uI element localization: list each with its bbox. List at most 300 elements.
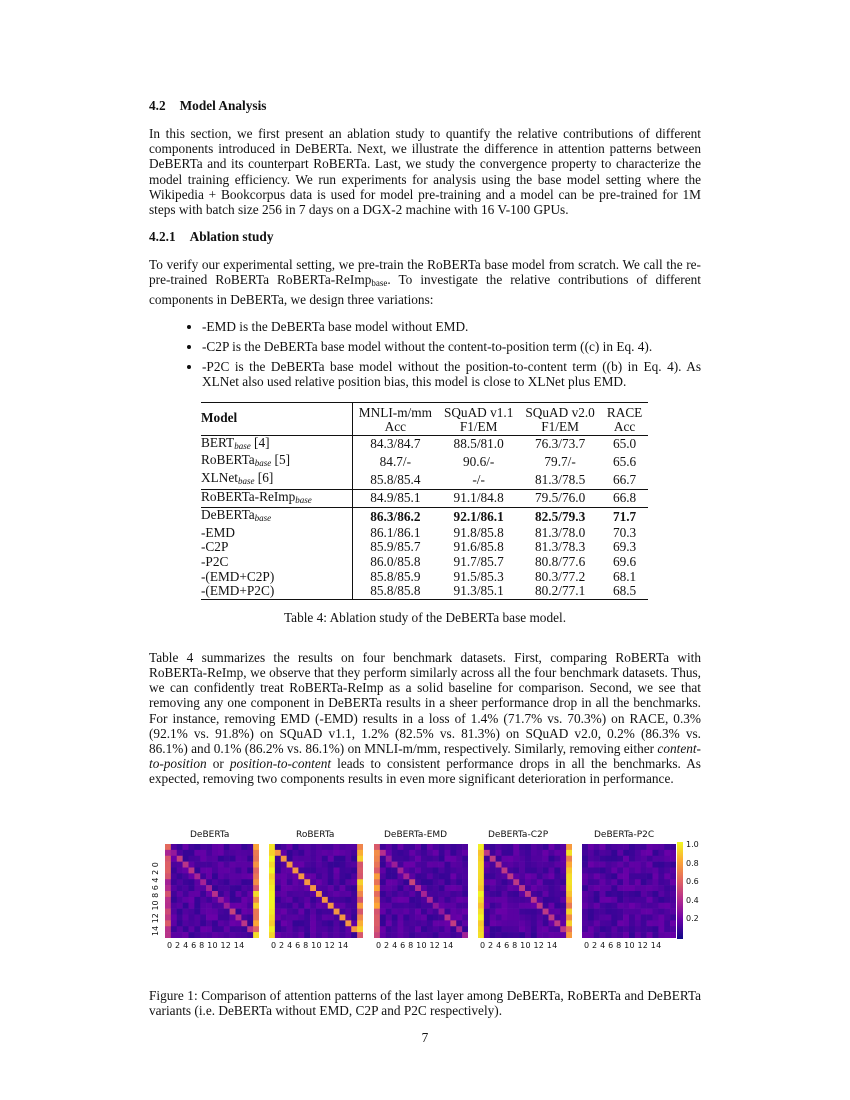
heatmap-cell <box>588 909 594 915</box>
heatmap-cell <box>218 862 224 868</box>
heatmap-cell <box>334 891 340 897</box>
heatmap-cell <box>462 856 468 862</box>
heatmap-cell <box>334 873 340 879</box>
heatmap-cell <box>507 909 513 915</box>
heatmap-cell <box>269 932 275 938</box>
heatmap-cell <box>456 844 462 850</box>
heatmap-cell <box>298 873 304 879</box>
heatmap-cell <box>224 926 230 932</box>
table-header-col: RACE <box>601 402 648 420</box>
heatmap-cell <box>600 862 606 868</box>
heatmap-cell <box>490 868 496 874</box>
heatmap-cell <box>507 868 513 874</box>
heatmap-cell <box>502 850 508 856</box>
heatmap-cell <box>212 868 218 874</box>
heatmap-cell <box>513 920 519 926</box>
heatmap-cell <box>496 926 502 932</box>
heatmap-cell <box>490 885 496 891</box>
heatmap-cell <box>386 903 392 909</box>
heatmap-cell <box>293 915 299 921</box>
heatmap-cell <box>340 844 346 850</box>
model-name: BERT <box>201 434 235 450</box>
heatmap-cell <box>484 862 490 868</box>
heatmap-cell <box>456 915 462 921</box>
table-cell: 91.6/85.8 <box>453 539 504 555</box>
heatmap-cell <box>165 873 171 879</box>
heatmap-cell <box>600 897 606 903</box>
heatmap-cell <box>194 891 200 897</box>
heatmap-cell <box>328 926 334 932</box>
heatmap-cell <box>600 885 606 891</box>
heatmap-cell <box>253 868 259 874</box>
heatmap-cell <box>200 909 206 915</box>
heatmap-cell <box>519 897 525 903</box>
heatmap-cell <box>594 868 600 874</box>
heatmap-cell <box>456 885 462 891</box>
heatmap-cell <box>566 903 572 909</box>
heatmap-cell <box>415 844 421 850</box>
heatmap-cell <box>566 926 572 932</box>
heatmap-cell <box>386 915 392 921</box>
heatmap-cell <box>617 844 623 850</box>
heatmap-cell <box>287 926 293 932</box>
heatmap-cell <box>496 856 502 862</box>
heatmap-cell <box>322 920 328 926</box>
heatmap-cell <box>439 844 445 850</box>
heatmap-cell <box>566 920 572 926</box>
heatmap-cell <box>531 868 537 874</box>
heatmap-cell <box>525 920 531 926</box>
heatmap-cell <box>247 844 253 850</box>
heatmap-cell <box>287 885 293 891</box>
heatmap-cell <box>507 885 513 891</box>
heatmap-cell <box>513 879 519 885</box>
heatmap-cell <box>531 879 537 885</box>
heatmap-cell <box>549 909 555 915</box>
page-content <box>149 98 701 799</box>
heatmap-cell <box>566 873 572 879</box>
heatmap-cell <box>328 844 334 850</box>
heatmap-cell <box>310 885 316 891</box>
heatmap-cell <box>606 850 612 856</box>
heatmap-cell <box>507 891 513 897</box>
heatmap-cell <box>525 856 531 862</box>
heatmap-cell <box>298 856 304 862</box>
heatmap-cell <box>582 850 588 856</box>
heatmap-cell <box>403 850 409 856</box>
heatmap-cell <box>403 868 409 874</box>
heatmap-cell <box>392 844 398 850</box>
heatmap-cell <box>537 868 543 874</box>
paragraph-results-or: or <box>206 756 230 772</box>
heatmap-cell <box>275 915 281 921</box>
heatmap-cell <box>456 891 462 897</box>
heatmap-cell <box>478 932 484 938</box>
heatmap-cell <box>664 920 670 926</box>
heatmap-cell <box>380 856 386 862</box>
heatmap-cell <box>588 920 594 926</box>
heatmap-cell <box>386 879 392 885</box>
heatmap-cell <box>386 862 392 868</box>
heatmap-cell <box>664 844 670 850</box>
heatmap-cell <box>543 856 549 862</box>
heatmap-cell <box>275 873 281 879</box>
heatmap-cell <box>392 891 398 897</box>
heatmap-cell <box>478 856 484 862</box>
heatmap-cell <box>374 897 380 903</box>
heatmap-cell <box>582 885 588 891</box>
heatmap-cell <box>241 891 247 897</box>
heatmap-cell <box>611 926 617 932</box>
heatmap-cell <box>582 868 588 874</box>
heatmap-cell <box>334 844 340 850</box>
heatmap-cell <box>606 909 612 915</box>
heatmap-cell <box>427 885 433 891</box>
heatmap-cell <box>507 873 513 879</box>
heatmap-cell <box>298 932 304 938</box>
heatmap-cell <box>392 926 398 932</box>
heatmap-cell <box>189 903 195 909</box>
heatmap-cell <box>345 873 351 879</box>
heatmap-cell <box>236 897 242 903</box>
heatmap-cell <box>439 856 445 862</box>
heatmap-cell <box>594 850 600 856</box>
heatmap-cell <box>653 926 659 932</box>
heatmap-cell <box>275 932 281 938</box>
heatmap-cell <box>566 932 572 938</box>
heatmap-cell <box>171 897 177 903</box>
heatmap-cell <box>537 915 543 921</box>
heatmap-cell <box>566 862 572 868</box>
heatmap-cell <box>224 897 230 903</box>
heatmap-cell <box>334 915 340 921</box>
heatmap-cell <box>304 891 310 897</box>
heatmap-cell <box>623 850 629 856</box>
heatmap-cell <box>281 862 287 868</box>
heatmap-cell <box>322 885 328 891</box>
heatmap-cell <box>345 915 351 921</box>
heatmap-cell <box>287 844 293 850</box>
heatmap-cell <box>484 903 490 909</box>
heatmap-cell <box>275 897 281 903</box>
heatmap-cell <box>340 879 346 885</box>
heatmap-cell <box>415 920 421 926</box>
heatmap-cell <box>269 844 275 850</box>
heatmap-cell <box>462 915 468 921</box>
heatmap-cell <box>218 885 224 891</box>
heatmap-cell <box>230 873 236 879</box>
heatmap-cell <box>606 873 612 879</box>
heatmap-cell <box>269 868 275 874</box>
heatmap-cell <box>340 873 346 879</box>
heatmap-cell <box>427 844 433 850</box>
table-cell: 70.3 <box>612 524 637 540</box>
subscript-base: base <box>371 278 388 289</box>
heatmap-cell <box>670 909 676 915</box>
heatmap-cell <box>206 862 212 868</box>
heatmap-cell <box>340 868 346 874</box>
heatmap-cell <box>236 879 242 885</box>
heatmap-cell <box>345 926 351 932</box>
heatmap-cell <box>647 915 653 921</box>
heatmap-cell <box>171 868 177 874</box>
heatmap-cell <box>253 903 259 909</box>
table-cell-model <box>201 489 352 508</box>
table-cell: 84.3/84.7 <box>352 435 438 453</box>
heatmap-cell <box>623 903 629 909</box>
heatmap-cell <box>670 862 676 868</box>
heatmap-cell <box>531 903 537 909</box>
heatmap-cell <box>310 932 316 938</box>
heatmap-cell <box>392 920 398 926</box>
heatmap-cell <box>218 915 224 921</box>
heatmap-cell <box>664 850 670 856</box>
heatmap-cell <box>543 926 549 932</box>
heatmap-cell <box>374 879 380 885</box>
heatmap-cell <box>206 909 212 915</box>
heatmap-cell <box>409 915 415 921</box>
table-cell: 88.5/81.0 <box>438 435 519 453</box>
heatmap-cell <box>658 891 664 897</box>
heatmap-cell <box>340 862 346 868</box>
table-row <box>201 570 648 585</box>
heatmap-cell <box>606 897 612 903</box>
table-cell: 68.1 <box>612 568 637 584</box>
heatmap-cell <box>670 926 676 932</box>
heatmap-cell <box>507 862 513 868</box>
heatmap-cell <box>549 915 555 921</box>
heatmap-cell <box>543 850 549 856</box>
heatmap-cell <box>409 932 415 938</box>
heatmap-cell <box>183 909 189 915</box>
heatmap-cell <box>617 909 623 915</box>
heatmap-cell <box>380 850 386 856</box>
heatmap-cell <box>269 885 275 891</box>
heatmap-cell <box>531 926 537 932</box>
heatmap-cell <box>531 844 537 850</box>
heatmap-cell <box>629 885 635 891</box>
heatmap-cell <box>194 862 200 868</box>
heatmap-cell <box>293 873 299 879</box>
heatmap-cell <box>537 926 543 932</box>
heatmap-cell <box>253 909 259 915</box>
heatmap-cell <box>543 897 549 903</box>
heatmap-cell <box>450 868 456 874</box>
heatmap-cell <box>316 873 322 879</box>
heatmap-cell <box>334 856 340 862</box>
heatmap-cell <box>543 909 549 915</box>
heatmap-cell <box>409 856 415 862</box>
heatmap-cell <box>513 850 519 856</box>
heatmap-cell <box>409 862 415 868</box>
heatmap-cell <box>456 932 462 938</box>
heatmap-cell <box>484 897 490 903</box>
heatmap-cell <box>357 873 363 879</box>
heatmap-cell <box>519 932 525 938</box>
heatmap-cell <box>206 920 212 926</box>
model-subscript: base <box>295 494 312 505</box>
heatmap-cell <box>224 868 230 874</box>
heatmap-cell <box>298 862 304 868</box>
heatmap-cell <box>670 856 676 862</box>
heatmap-cell <box>212 920 218 926</box>
heatmap-cell <box>450 920 456 926</box>
heatmap-cell <box>525 903 531 909</box>
table-caption: Table 4: Ablation study of the DeBERTa base model. <box>283 609 567 625</box>
table-cell: 68.5 <box>601 584 648 599</box>
heatmap-cell <box>496 909 502 915</box>
table-header-metric: Acc <box>384 419 407 435</box>
heatmap-cell <box>298 885 304 891</box>
heatmap-cell <box>537 879 543 885</box>
heatmap-cell <box>647 920 653 926</box>
heatmap-cell <box>177 897 183 903</box>
heatmap-cell <box>171 891 177 897</box>
heatmap-cell <box>165 879 171 885</box>
heatmap-cell <box>224 856 230 862</box>
heatmap-cell <box>316 862 322 868</box>
heatmap-cell <box>456 903 462 909</box>
heatmap-cell <box>653 873 659 879</box>
heatmap-cell <box>374 926 380 932</box>
heatmap-cell <box>253 915 259 921</box>
heatmap-cell <box>525 909 531 915</box>
heatmap-cell <box>340 897 346 903</box>
heatmap-cell <box>194 868 200 874</box>
table-cell-model <box>201 508 352 526</box>
heatmap-cell <box>611 844 617 850</box>
heatmap-cell <box>594 915 600 921</box>
table-body <box>201 435 648 599</box>
heatmap-cell <box>351 868 357 874</box>
heatmap-cell <box>218 873 224 879</box>
heatmap-cell <box>230 844 236 850</box>
heatmap-cell <box>554 850 560 856</box>
heatmap-cell <box>427 932 433 938</box>
heatmap-cell <box>427 897 433 903</box>
heatmap-cell <box>427 909 433 915</box>
heatmap-cell <box>658 844 664 850</box>
table-cell: 80.8/77.6 <box>535 553 586 569</box>
table-cell: 84.9/85.1 <box>352 489 438 508</box>
heatmap-cell <box>253 932 259 938</box>
heatmap-cell <box>502 920 508 926</box>
heatmap-cell <box>334 932 340 938</box>
heatmap-cell <box>450 897 456 903</box>
heatmap-cell <box>206 897 212 903</box>
heatmap-cell <box>322 868 328 874</box>
heatmap-cell <box>293 897 299 903</box>
heatmap-cell <box>293 885 299 891</box>
heatmap-cell <box>658 926 664 932</box>
heatmap-cell <box>421 897 427 903</box>
heatmap-cell <box>200 926 206 932</box>
heatmap-cell <box>600 920 606 926</box>
heatmap-cell <box>287 915 293 921</box>
heatmap-cell <box>617 926 623 932</box>
heatmap-cell <box>183 903 189 909</box>
heatmap-cell <box>380 932 386 938</box>
panel-title: RoBERTa <box>296 830 335 840</box>
heatmap-cell <box>513 856 519 862</box>
heatmap-cell <box>183 897 189 903</box>
heatmap-cell <box>380 926 386 932</box>
heatmap-cell <box>275 909 281 915</box>
heatmap-cell <box>490 932 496 938</box>
heatmap-cell <box>236 856 242 862</box>
colorbar-tick: 0.6 <box>686 877 699 886</box>
heatmap-cell <box>415 850 421 856</box>
heatmap-cell <box>340 932 346 938</box>
heatmap-cell <box>194 897 200 903</box>
list-item: • -P2C is the DeBERTa base model without the position-to-content term ((b) in Eq. 4). As XLNet also used relative position bias, this model is close to XLNet plus EMD. <box>202 359 701 389</box>
heatmap-cell <box>611 932 617 938</box>
heatmap-cell <box>588 879 594 885</box>
heatmap-cell <box>549 885 555 891</box>
heatmap-cell <box>298 915 304 921</box>
heatmap-cell <box>247 879 253 885</box>
heatmap-cell <box>357 897 363 903</box>
heatmap-cell <box>281 850 287 856</box>
heatmap-cell <box>611 897 617 903</box>
heatmap-cell <box>380 897 386 903</box>
heatmap-cell <box>670 891 676 897</box>
heatmap-cell <box>629 903 635 909</box>
section-title: Model Analysis <box>179 98 267 113</box>
heatmap-cell <box>386 909 392 915</box>
heatmap-cell <box>357 879 363 885</box>
heatmap-cell <box>490 915 496 921</box>
heatmap-cell <box>241 868 247 874</box>
heatmap-cell <box>253 844 259 850</box>
heatmap-cell <box>490 879 496 885</box>
heatmap-cell <box>543 915 549 921</box>
model-name: -P2C <box>201 553 229 569</box>
heatmap-cell <box>549 862 555 868</box>
heatmap-cell <box>658 915 664 921</box>
heatmap-cell <box>287 862 293 868</box>
heatmap-cell <box>560 873 566 879</box>
variation-list <box>149 319 701 390</box>
table-cell: 81.3/78.0 <box>535 524 586 540</box>
heatmap-cell <box>345 868 351 874</box>
heatmap-cell <box>490 856 496 862</box>
heatmap-cell <box>293 862 299 868</box>
subsection-number: 4.2.1 <box>149 229 176 245</box>
heatmap-cell <box>519 873 525 879</box>
table-cell: 91.1/84.8 <box>438 489 519 508</box>
table-cell: 66.7 <box>612 471 637 487</box>
heatmap-cell <box>177 891 183 897</box>
heatmap-cell <box>647 868 653 874</box>
heatmap-cell <box>445 862 451 868</box>
heatmap-cell <box>664 926 670 932</box>
heatmap-cell <box>507 903 513 909</box>
heatmap-cell <box>502 915 508 921</box>
heatmap-cell <box>206 915 212 921</box>
heatmap-cell <box>224 850 230 856</box>
heatmap-cell <box>554 862 560 868</box>
heatmap-cell <box>525 891 531 897</box>
heatmap-cell <box>421 873 427 879</box>
heatmap-cell <box>456 897 462 903</box>
heatmap-cell <box>549 873 555 879</box>
heatmap-cell <box>439 915 445 921</box>
heatmap-cell <box>293 856 299 862</box>
heatmap-cell <box>641 915 647 921</box>
heatmap-cell <box>478 920 484 926</box>
heatmap-cell <box>230 920 236 926</box>
